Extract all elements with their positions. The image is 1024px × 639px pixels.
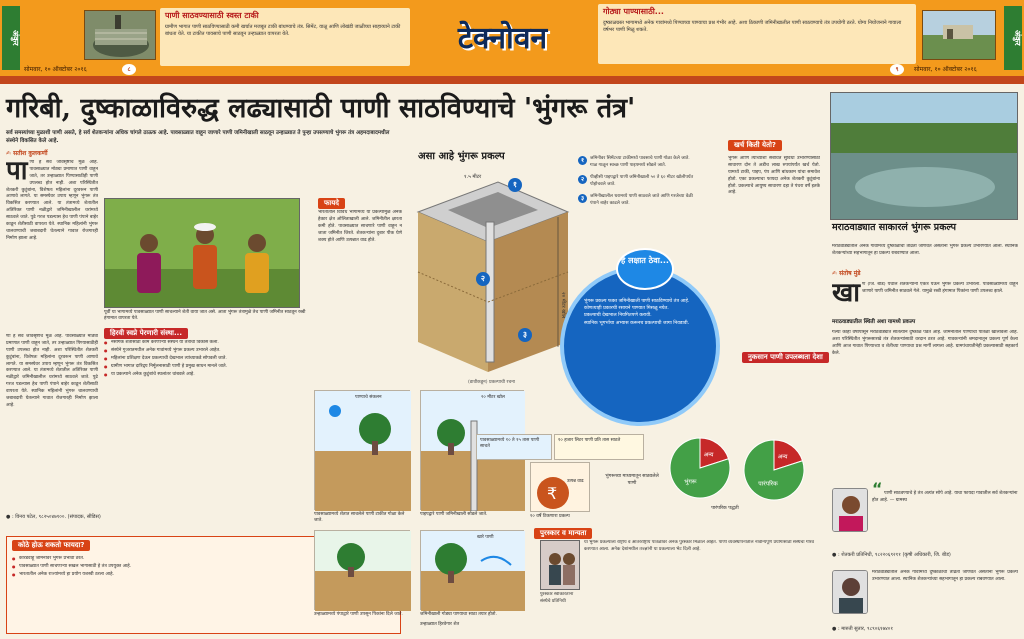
dream-point: ● महिलांना प्रशिक्षण देऊन प्रकल्पाची देखभाल त्यांच्याकडे सोपवली जाते. <box>104 356 400 363</box>
right-contact-1: ● : शेतकरी प्रतिनिधी, ९८२२०६९२११ (कृषी अधिकारी, जि. बीड) <box>832 552 951 558</box>
process-label-3: खारे पाणी <box>477 535 494 540</box>
money-label: उत्पन्न वाढ <box>567 479 584 484</box>
award-photo-caption: पुरस्कार स्वीकारताना संस्थेचे प्रतिनिधी <box>540 592 574 604</box>
field-illustration <box>923 11 996 60</box>
money-bag-icon <box>531 463 591 513</box>
note-number: १ <box>578 156 587 165</box>
pie-chart-2 <box>742 438 806 502</box>
info-box-2-text: १० हजार लिटर पाणी प्रति तास साठते <box>558 438 621 443</box>
pie-caption-2: पारंपरिक पद्धती <box>711 506 739 511</box>
notice-point: कोणत्याही प्रकारची रसायने पाण्यात मिसळू नयेत. <box>584 306 669 312</box>
dream-heading: हिरवी स्वप्ने पेरणारी संस्था... <box>104 328 188 339</box>
info-box-1 <box>476 434 552 460</box>
pump-illustration <box>315 531 411 611</box>
right-story-text: दुष्काळग्रस्त भागामध्ये अनेक गावांमध्ये पिण्याच्या पाण्याचा प्रश्न गंभीर आहे. अशा ठिकाणी जमिनीखालील पाणी साठवण्याचे तंत्र उपयोगी ठरते. योग्य नियोजनाने गावाला वर्षभर पाणी मिळू शकते. <box>603 19 902 33</box>
note-text: जमिनीवर सिमेंटच्या टाकीमध्ये पावसाचे पाणी गोळा केले जाते. गाळ गाळून स्वच्छ पाणी पाइपमध्ये सोडले जाते. <box>590 156 690 168</box>
diagram-marker-1: १ <box>508 178 522 192</box>
right-reporter: संतोष मुंडे <box>839 270 861 277</box>
depth-label: २० मीटर खोल <box>560 292 566 319</box>
note-number: २ <box>578 175 587 184</box>
header-stripe <box>0 76 1024 84</box>
notice-circle <box>560 266 720 426</box>
process-panel-5 <box>420 530 524 610</box>
note-text: जमिनीखालील थरामध्ये पाणी साठवले जाते आणि गरजेच्या वेळी पंपाने बाहेर काढले जाते. <box>590 194 693 206</box>
farmers-photo <box>104 198 300 308</box>
pond-illustration <box>831 93 1018 220</box>
side-tag-right: अंकुर <box>1004 6 1022 70</box>
main-headline: गरिबी, दुष्काळाविरुद्ध लढ्यासाठी पाणी साठविण्याचे 'भुंगरू तंत्र' <box>6 93 636 124</box>
note-text: पीव्हीसी पाइपद्वारे पाणी जमिनीखाली ५० ते ६० मीटर खोलीपर्यंत पोहोचवले जाते. <box>590 175 694 187</box>
bhungroo-diagram <box>408 162 578 377</box>
person-avatar-illustration <box>833 489 868 532</box>
svg-text:₹: ₹ <box>547 484 558 503</box>
useful-heading: कोठे होऊ शकतो फायदा? <box>12 540 90 551</box>
dream-point: ● नैसर्गिक शेतीसाठी काम करणाऱ्या संस्थेने या तंत्राचा विकास केला. <box>104 340 400 347</box>
cost-heading: खर्च किती येतो? <box>728 140 782 151</box>
right-title: मराठवाड्यात साकारलं भुंगरू प्रकल्प <box>832 222 956 233</box>
masthead: टेक्नोवन <box>457 21 548 56</box>
green-field-illustration <box>421 531 525 611</box>
diagram-marker-3: ३ <box>518 328 532 342</box>
right-text-4: मराठवाड्यातील अनेक गावांमध्ये दुष्काळाची तीव्रता जाणवत असताना भुंगरू प्रकल्प उभारण्यात आला. स्थानिक शेतकऱ्यांच्या सहभागातून हा प्रकल्प राबवण्यात आला. <box>872 570 1018 582</box>
person-avatar-illustration <box>833 571 868 614</box>
diagram-title: असा आहे भुंगरू प्रकल्प <box>418 151 505 162</box>
right-contact-2: ● : मारुती सुतार, ९८९०६१७४०१ <box>832 626 893 632</box>
process-caption-1: पावसाळ्यामध्ये शेतात साचलेले पाणी टाकीत गोळा केले जाते. <box>314 512 405 524</box>
notice-point: भुंगरू प्रकल्प फक्त जमिनीखाली पाणी साठविण्याचे तंत्र आहे. <box>584 299 690 304</box>
info-box-2 <box>554 434 644 460</box>
date-left: सोमवार, १० ऑक्टोबर २०१६ <box>24 66 87 73</box>
marathwada-photo <box>830 92 1018 220</box>
dream-point: ● ग्रामीण भागात दारिद्र्य निर्मूलनासाठी पाणी हे प्रमुख साधन मानले जाते. <box>104 364 400 371</box>
notice-point: स्थानिक भूगर्भाचा अभ्यास करूनच प्रकल्पाची जागा निवडावी. <box>584 320 690 326</box>
left-story-title: पाणी साठवण्यासाठी स्वस्त टाकी <box>165 11 259 20</box>
quote-mark-icon: “ <box>872 479 883 498</box>
dream-point: ● या प्रकल्पाने अनेक कुटुंबांचे स्थलांतर थांबवले आहे. <box>104 372 400 379</box>
rain-collection-illustration <box>315 391 411 511</box>
left-body <box>6 160 98 328</box>
quote-text: पाणी साठवण्याचे हे तंत्र अत्यंत सोपे आहे. याचा फायदा गावातील सर्व शेतकऱ्यांना होत आहे. — ग्रामस्थ <box>872 491 1018 503</box>
useful-point: ● कोरडवाहू जमिनीवर भुंगरू प्रभावी ठरते. <box>12 556 396 563</box>
pie-heading: नुकसान पाणी उपलब्धता देशा <box>742 352 829 363</box>
right-text-3: गेल्या काही वर्षांपासून मराठवाड्यात सातत्याने दुष्काळ पडत आहे. जमिनीतील पाण्याची पातळी खालावली आहे. अशा परिस्थितीत भुंगरूसारखे तंत्र शेतकऱ्यांसाठी वरदान ठरत आहे. गावकऱ्यांनी श्रमदानातून प्रकल्प पूर्ण केला आणि आज गावात पिण्याच्या व शेतीच्या पाण्याचा प्रश्न मार्गी लागला आहे. ग्रामपंचायतीनेही प्रकल्पासाठी सहकार्य केले. <box>832 330 1018 356</box>
useful-point: ● भारतातील अनेक राज्यांमध्ये हा प्रयोग यशस्वी ठरला आहे. <box>12 572 396 579</box>
reporter-avatar-2 <box>832 570 868 614</box>
benefits-heading: फायदे <box>318 198 345 209</box>
pie-slice-label: अन्य <box>777 453 788 461</box>
diagram-marker-2: २ <box>476 272 490 286</box>
notice-point: प्रकल्पाची देखभाल नियमितपणे करावी. <box>584 313 652 319</box>
cost-text: भुंगरू आणि त्याच्याशी संबंधित सुविधा उभारण्यासाठी साधारण दोन ते अडीच लाख रुपयांपर्यंत खर्च येतो. यामध्ये टाकी, पाइप, पंप आणि बांधकाम यांचा समावेश होतो. एका प्रकल्पाचा फायदा अनेक शेतकरी कुटुंबांना होतो. प्रकल्पाचे आयुष्य साधारण दहा ते पंधरा वर्षे इतके आहे. <box>728 156 820 196</box>
diagram-note-3 <box>578 194 696 207</box>
note-number: ३ <box>578 194 587 203</box>
award-text: या भुंगरू प्रकल्पाला राष्ट्रीय व आंतरराष्ट्रीय पातळीवर अनेक पुरस्कार मिळाले आहेत. पाणी व्यवस्थापनातील नावीन्यपूर्ण प्रयोगासाठी संस्थेचा गौरव करण्यात आला. अनेक देशांमधील तज्ज्ञांनी या प्रकल्पाला भेट दिली आहे. <box>584 540 814 552</box>
process-caption-3: जमिनीखाली गोड्या पाण्याचा साठा तयार होतो. <box>420 612 497 617</box>
process-panel-1 <box>314 390 410 510</box>
farmers-photo-caption: पूर्वी या भागामध्ये पावसाळ्यात पाणी साचल्याने शेती वाया जात असे. आता भुंगरू तंत्रामुळे तेच पाणी जमिनीत साठवून रब्बी हंगामात वापरता येते. <box>104 310 306 322</box>
right-byline: ✍ संतोष मुंडे <box>832 270 861 277</box>
right-text-2-body: ण (जि. बीड) येथील शेतकऱ्यांनी एकत्र येऊन भुंगरू प्रकल्प उभारला. पावसाळ्यामध्ये वाहून जाणारे पाणी जमिनीत साठवले गेले. यामुळे रब्बी हंगामात पिकांना पाणी उपलब्ध झाले. <box>862 282 1018 294</box>
pie-slice-label: अन्य <box>703 451 714 459</box>
process-caption-5: उन्हाळ्यात हिरवेगार शेत <box>420 622 460 627</box>
pie-slice-label: भुंगरू <box>684 478 697 486</box>
money-note: १० वर्षे टिकणारा प्रकल्प <box>530 514 570 519</box>
useful-point: ● पावसाळ्यात पाणी साचणाऱ्या सखल भागासाठी हे तंत्र उपयुक्त आहे. <box>12 564 396 571</box>
signature: ● : विनय पटेल, ९८२५०४७१००. (संपादक, सीडिस) <box>6 514 101 520</box>
page-number-left: ८ <box>122 64 136 75</box>
right-story-box <box>598 4 916 64</box>
process-panel-4 <box>314 530 410 610</box>
left-story-text: ग्रामीण भागात पाणी साठविण्यासाठी कमी खर्चात मजबूत टाकी बांधण्याचे तंत्र. सिमेंट, वाळू आणि लोखंडी जाळीच्या साहाय्याने टाकी बांधता येते. या टाकीत पावसाचे पाणी साठवून उन्हाळ्यात वापरता येते. <box>165 23 401 37</box>
side-tag-left: अंकुर <box>2 6 20 70</box>
money-panel <box>530 462 590 512</box>
left-body-continued: णी हे सर्व जीवसृष्टीचे मूळ आहे. पावसाळ्यात मोठ्या प्रमाणात पाणी वाहून जाते, तर उन्हाळ्यात पिण्यासाठीही पाणी उपलब्ध होत नाही. अशा परिस्थितीत शेतकरी कुटुंबांना, विशेषतः महिलांना दूरवरून पाणी आणावे लागते. या समस्येवर उपाय म्हणून भुंगरू तंत्र विकसित करण्यात आले. या तंत्रामध्ये शेतातील अतिरिक्त पाणी नळीद्वारे जमिनीखालील थरांमध्ये साठवले जाते. पुढे गरज पडल्यास हेच पाणी पंपाने बाहेर काढून शेतीसाठी वापरता येते. स्थानिक महिलांनी भुंगरू चालवण्याची जबाबदारी घेतल्याने गावात रोजगारही निर्माण झाला आहे. <box>6 334 98 408</box>
left-story-box <box>160 8 410 66</box>
benefits-text: भारतातील विविध भागांमध्ये या प्रकल्पामुळे अनेक हेक्टर क्षेत्र ओलिताखाली आले. जमिनीतील क्षारता कमी होते. पावसाळ्यात साचणारे पाणी वाहून न जाता जमिनीत जिरते. शेतकऱ्यांना दुबार पीक घेणे शक्य होते आणि उत्पन्नात वाढ होते. <box>318 210 402 243</box>
pie-slice-label: पारंपरिक <box>758 480 778 488</box>
pie-caption-1: भुंगरूच्या माध्यमातून साठवलेले पाणी <box>605 474 659 486</box>
right-dropcap: खा <box>832 282 861 308</box>
date-right: सोमवार, १० ऑक्टोबर २०१६ <box>914 66 977 73</box>
byline-name: सतीश कुलकर्णी <box>13 150 48 157</box>
byline: ✍ सतीश कुलकर्णी <box>6 150 48 157</box>
diagram-caption: (डावीकडून) प्रकल्पाची रचना <box>468 380 515 385</box>
process-caption-2: पाइपद्वारे पाणी जमिनीखाली सोडले जाते. <box>420 512 488 517</box>
quote-block <box>872 479 1018 548</box>
page-number-right: ९ <box>890 64 904 75</box>
award-heading: पुरस्कार व मान्यता <box>534 528 592 539</box>
water-tank-illustration <box>85 11 156 60</box>
right-subheading: मराठवाड्यातील स्थिती अशा यामध्ये प्रकल्प <box>832 319 916 325</box>
right-text-1: मराठवाड्यातील अनेक गावांमध्ये दुष्काळाची तीव्रता जाणवत असताना भुंगरू प्रकल्प उभारण्यात आला. स्थानिक शेतकऱ्यांच्या सहभागातून हा प्रकल्प राबवण्यात आला. <box>832 244 1018 256</box>
farmers-illustration <box>105 199 300 308</box>
diagram-note-1 <box>578 156 696 169</box>
process-caption-4: उन्हाळ्यामध्ये पंपाद्वारे पाणी उपसून पिकांना दिले जाते. <box>314 612 403 617</box>
field-photo-header <box>922 10 996 60</box>
intro-text: सर्व समस्यांच्या मुळाशी पाणी असते, हे सर्व शेतकऱ्यांना अधिक चांगले ठाऊक आहे. पावसाळ्यात वाहून जाणारे पाणी जमिनीखाली साठवून उन्हाळ्यात ते पुन्हा उपसण्याचे भुंगरू तंत्र अहमदाबादमधील संस्थेने विकसित केले आहे. <box>6 130 390 144</box>
notice-burst: हे लक्षात ठेवा... <box>616 248 674 290</box>
right-story-title: गोठ्या पाण्यासाठी... <box>603 7 664 16</box>
reporter-avatar-1 <box>832 488 868 532</box>
water-tank-photo <box>84 10 156 60</box>
info-box-1-text: पावसाळ्यामध्ये १० ते १५ तास पाणी साचते <box>480 438 540 450</box>
process-label-2: २० मीटर खोल <box>481 395 505 400</box>
dream-point: ● संस्थेने गुजरातमधील अनेक गावांमध्ये भुंगरू प्रकल्प उभारले आहेत. <box>104 348 400 355</box>
right-text-2 <box>832 282 1018 316</box>
left-body-text: णी हे सर्व जीवसृष्टीचे मूळ आहे. पावसाळ्यात मोठ्या प्रमाणात पाणी वाहून जाते, तर उन्हाळ्यात पिण्यासाठीही पाणी उपलब्ध होत नाही. अशा परिस्थितीत शेतकरी कुटुंबांना, विशेषतः महिलांना दूरवरून पाणी आणावे लागते. या समस्येवर उपाय म्हणून भुंगरू तंत्र विकसित करण्यात आले. या तंत्रामध्ये शेतातील अतिरिक्त पाणी नळीद्वारे जमिनीखालील थरांमध्ये साठवले जाते. पुढे गरज पडल्यास हेच पाणी पंपाने बाहेर काढून शेतीसाठी वापरता येते. स्थानिक महिलांनी भुंगरू चालवण्याची जबाबदारी घेतल्याने गावात रोजगारही निर्माण झाला आहे. <box>6 160 98 241</box>
award-photo <box>540 540 580 590</box>
award-illustration <box>541 541 580 590</box>
diagram-note-2 <box>578 175 696 188</box>
pie-chart-1 <box>668 436 732 500</box>
process-label-1: पाण्याचे संकलन <box>355 395 382 400</box>
top-label: १.५ मीटर <box>464 174 482 180</box>
dropcap: पा <box>6 160 28 186</box>
